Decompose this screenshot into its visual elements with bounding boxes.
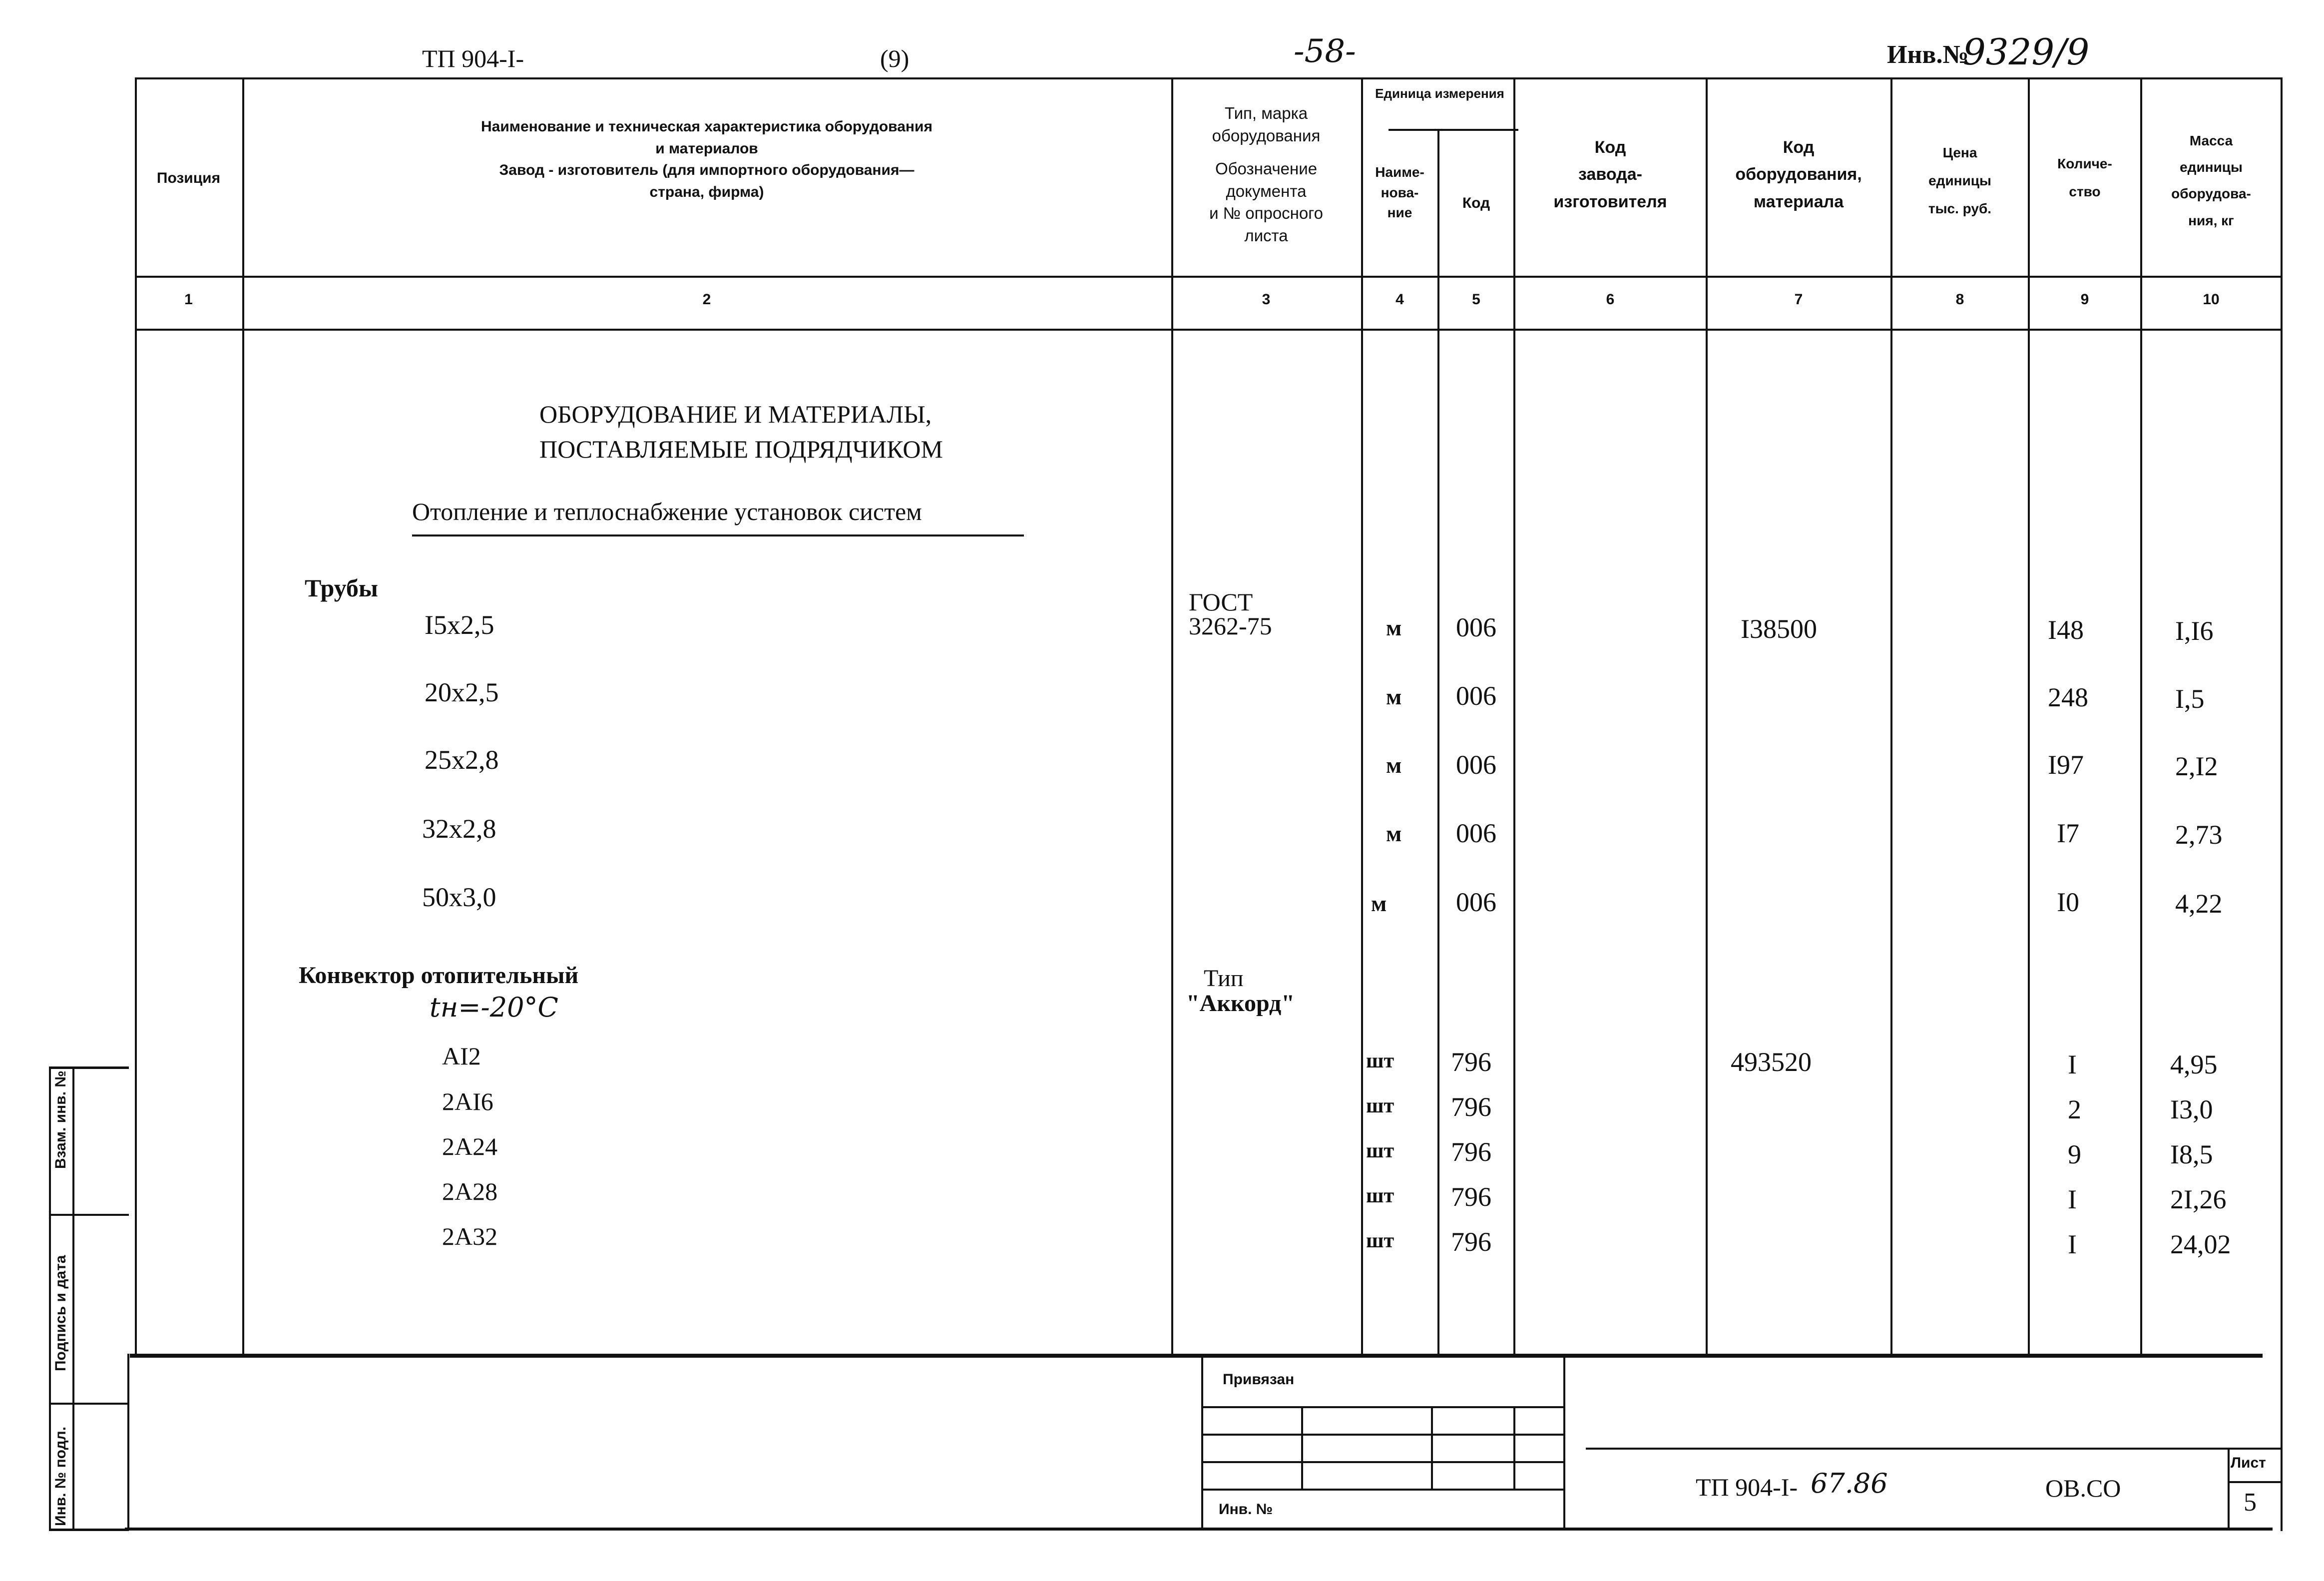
convector-mass: 2I,26 [2170, 1184, 2227, 1214]
pipe-unit: м [1386, 752, 1402, 778]
column-number: 1 [184, 291, 193, 308]
header-factory-code: Код завода- изготовителя [1553, 138, 1667, 211]
inv-number: 9329/9 [1963, 31, 2090, 73]
pipe-unit-code: 006 [1456, 612, 1496, 642]
inv-label: Инв.№ [1887, 40, 1969, 69]
convector-equipment-code: 493520 [1731, 1047, 1812, 1077]
pipes-group-label: Трубы [305, 574, 378, 602]
section-title-line2: ПОСТАВЛЯЕМЫЕ ПОДРЯДЧИКОМ [539, 435, 943, 463]
pipe-name: 20x2,5 [425, 677, 499, 707]
convector-quantity: I [2068, 1050, 2077, 1079]
convector-unit: шт [1366, 1139, 1394, 1162]
column-number: 8 [1955, 291, 1964, 308]
convector-group-label: Конвектор отопительный [299, 962, 579, 989]
convector-mass: I3,0 [2170, 1094, 2213, 1124]
header-quantity: Количе- ство [2057, 156, 2112, 199]
pipe-mass: I,5 [2175, 684, 2205, 714]
pipe-quantity: I7 [2057, 818, 2079, 848]
column-number: 9 [2080, 291, 2089, 308]
convector-name: 2A24 [442, 1132, 498, 1160]
pipe-mass: 4,22 [2175, 889, 2223, 919]
page-number: -58- [1294, 33, 1356, 70]
convector-unit-code: 796 [1451, 1227, 1491, 1257]
convector-name: 2AI6 [442, 1087, 493, 1115]
convector-unit: шт [1366, 1050, 1394, 1072]
convector-quantity: I [2068, 1184, 2077, 1214]
stamp-privyazan: Привязан [1223, 1371, 1295, 1388]
pipe-mass: I,I6 [2175, 616, 2214, 646]
pipe-unit-code: 006 [1456, 818, 1496, 848]
header-unit-code: Код [1462, 195, 1490, 211]
header-type: Тип, марка оборудования Обозначение документа и № опросного листа [1209, 104, 1323, 245]
header-position: Позиция [156, 170, 221, 186]
stamp-doc-suffix: ОВ.СО [2045, 1474, 2121, 1502]
header-name: Наименование и техническая характеристика оборудования и материалов Завод - изготовитель (для импортного оборудования— страна, фирма) [481, 118, 932, 200]
convector-unit-code: 796 [1451, 1047, 1491, 1077]
pipe-name: 25x2,8 [425, 745, 499, 775]
stamp-original-inv: Инв. № подл. [52, 1426, 69, 1526]
header-mass: Масса единицы оборудова- ния, кг [2171, 133, 2251, 228]
header-price: Цена единицы тыс. руб. [1928, 145, 1992, 216]
column-number: 10 [2203, 291, 2220, 308]
pipe-quantity: I97 [2048, 750, 2084, 780]
section-subtitle: Отопление и теплоснабжение установок систем [412, 498, 922, 526]
column-number: 7 [1794, 291, 1803, 308]
column-number: 4 [1395, 291, 1404, 308]
convector-unit-code: 796 [1451, 1137, 1491, 1167]
stamp-doc-code: ТП 904-I- [1696, 1473, 1798, 1501]
pipe-quantity: I48 [2048, 615, 2084, 645]
convector-mass: 24,02 [2170, 1229, 2231, 1259]
pipe-mass: 2,I2 [2175, 751, 2218, 781]
stamp-doc-code-handwritten: 67.86 [1811, 1468, 1888, 1499]
convector-unit: шт [1366, 1184, 1394, 1207]
convector-unit: шт [1366, 1229, 1394, 1252]
pipe-name: 50x3,0 [422, 882, 496, 912]
pipe-unit-code: 006 [1456, 750, 1496, 780]
convector-quantity: I [2068, 1229, 2077, 1259]
header-unit-name: Наиме- нова- ние [1375, 164, 1424, 221]
pipes-type-line2: 3262-75 [1189, 612, 1272, 640]
stamp-replaced-inv: Взам. инв. № [52, 1070, 69, 1169]
pipes-type-line1: ГОСТ [1189, 588, 1253, 616]
pipe-unit-code: 006 [1456, 681, 1496, 711]
pipe-quantity: 248 [2048, 682, 2088, 712]
convector-quantity: 2 [2068, 1094, 2081, 1124]
convector-name: AI2 [442, 1042, 481, 1070]
header-equipment-code: Код оборудования, материала [1735, 138, 1862, 211]
column-number: 3 [1262, 291, 1271, 308]
stamp-sheet-label: Лист [2231, 1455, 2266, 1471]
column-number: 5 [1472, 291, 1480, 308]
pipe-name: I5x2,5 [425, 610, 494, 640]
convector-name: 2A32 [442, 1222, 498, 1250]
convector-unit-code: 796 [1451, 1182, 1491, 1212]
convector-mass: I8,5 [2170, 1139, 2213, 1169]
pipe-unit: м [1386, 684, 1402, 709]
column-number: 6 [1606, 291, 1615, 308]
stamp-inv-number: Инв. № [1219, 1501, 1273, 1518]
convector-temperature: tн=-20°C [430, 992, 558, 1023]
convector-unit: шт [1366, 1094, 1394, 1117]
pipe-unit: м [1371, 891, 1387, 916]
convector-type-line1: Тип [1204, 965, 1244, 992]
top-doc-code: ТП 904-I- [422, 44, 524, 72]
pipe-unit: м [1386, 615, 1402, 640]
convector-unit-code: 796 [1451, 1092, 1491, 1122]
convector-mass: 4,95 [2170, 1050, 2218, 1079]
convector-quantity: 9 [2068, 1139, 2081, 1169]
stamp-sheet-value: 5 [2244, 1488, 2257, 1517]
column-number: 2 [702, 291, 711, 308]
subtitle-underline [412, 534, 1024, 536]
stamp-signature-date: Подпись и дата [52, 1255, 69, 1371]
pipe-mass: 2,73 [2175, 820, 2223, 850]
pipe-name: 32x2,8 [422, 814, 496, 844]
header-unit-group: Единица измерения [1375, 86, 1504, 101]
pipe-equipment-code: I38500 [1741, 614, 1817, 644]
convector-name: 2A28 [442, 1177, 498, 1205]
convector-type-line2: "Аккорд" [1186, 990, 1295, 1017]
top-sheet-number: (9) [880, 44, 910, 72]
pipe-unit: м [1386, 821, 1402, 846]
pipe-quantity: I0 [2057, 887, 2079, 917]
pipe-unit-code: 006 [1456, 887, 1496, 917]
section-title-line1: ОБОРУДОВАНИЕ И МАТЕРИАЛЫ, [539, 400, 932, 428]
